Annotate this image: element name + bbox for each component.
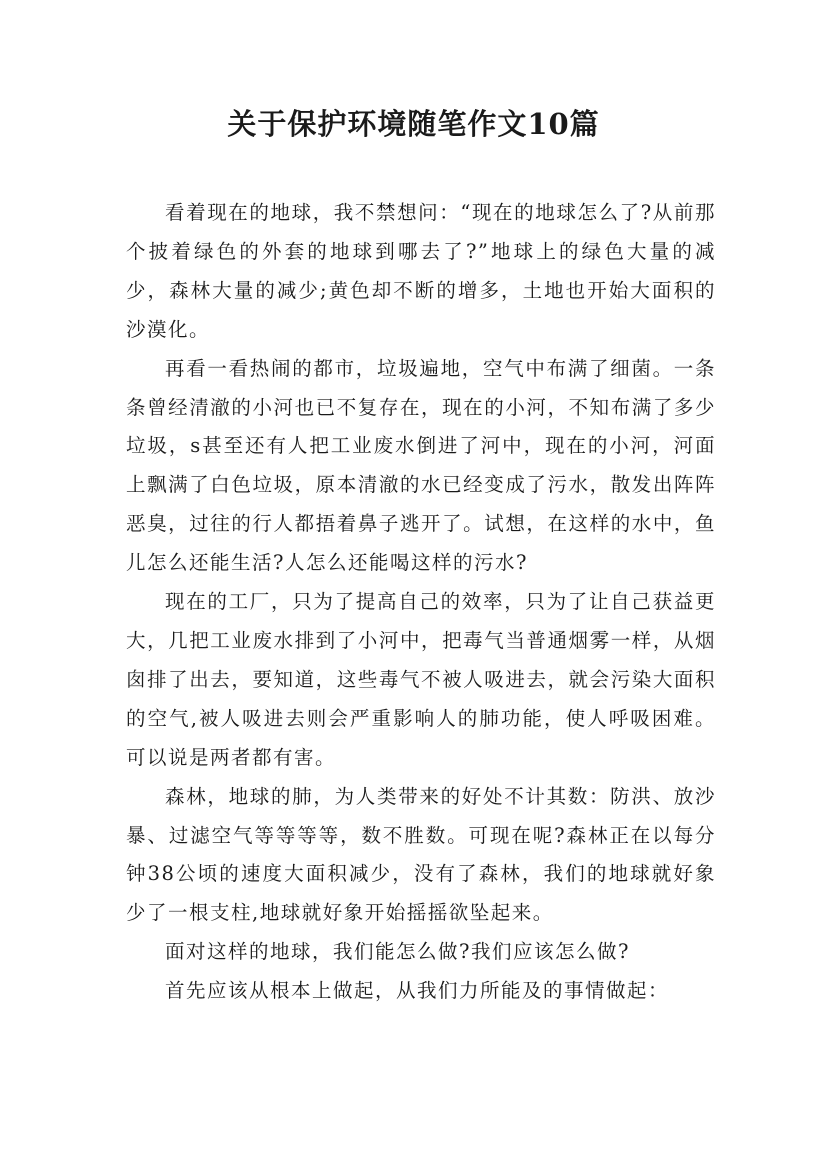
paragraph-5: 面对这样的地球，我们能怎么做?我们应该怎么做? (165, 940, 630, 964)
paragraph-3: 现在的工厂，只为了提高自己的效率，只为了让自己获益更大，几把工业废水排到了小河中，把毒气当普通烟雾一样，从烟囱排了出去，要知道，这些毒气不被人吸进去，就会污染大面积的空气,被人吸进去则会严重影响人的肺功能，使人呼吸困难。可以说是两者都有害。 (126, 590, 716, 769)
document-body (126, 194, 716, 1011)
paragraph-2: 再看一看热闹的都市，垃圾遍地，空气中布满了细菌。一条条曾经清澈的小河也已不复存在，现在的小河，不知布满了多少垃圾，s甚至还有人把工业废水倒进了河中，现在的小河，河面上飘满了白色垃圾，原本清澈的水已经变成了污水，散发出阵阵恶臭，过往的行人都捂着鼻子逃开了。试想，在这样的水中，鱼儿怎么还能生活?人怎么还能喝这样的污水? (126, 356, 716, 575)
paragraph-4: 森林，地球的肺，为人类带来的好处不计其数：防洪、放沙暴、过滤空气等等等等，数不胜数。可现在呢?森林正在以每分钟38公顷的速度大面积减少，没有了森林，我们的地球就好象少了一根支柱,地球就好象开始摇摇欲坠起来。 (126, 784, 716, 925)
paragraph-6: 首先应该从根本上做起，从我们力所能及的事情做起： (165, 979, 670, 1003)
paragraph-1: 看着现在的地球，我不禁想问：“现在的地球怎么了?从前那个披着绿色的外套的地球到哪去了?”地球上的绿色大量的减少，森林大量的减少;黄色却不断的增多，土地也开始大面积的沙漠化。 (126, 201, 716, 341)
document-title: 关于保护环境随笔作文10篇 (227, 107, 600, 141)
